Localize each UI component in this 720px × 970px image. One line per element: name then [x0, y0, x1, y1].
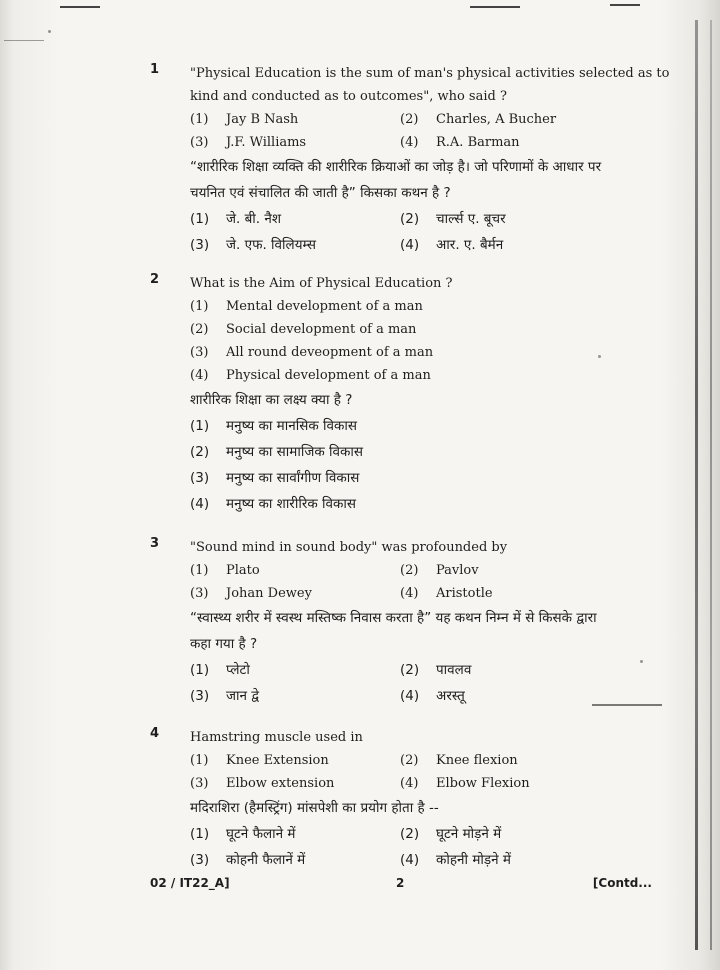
option-text: J.F. Williams [226, 135, 307, 150]
option-text: जे. बी. नैश [226, 211, 282, 227]
question-number: 3 [150, 536, 160, 551]
options-en [190, 749, 660, 795]
option-text: मनुष्य का मानसिक विकास [226, 418, 357, 434]
option-text: Plato [226, 563, 260, 578]
option [400, 772, 660, 795]
option-text: मनुष्य का शारीरिक विकास [226, 496, 356, 512]
option-text: Elbow extension [226, 776, 335, 791]
question-number: 4 [150, 726, 160, 741]
option-number: (3) [190, 776, 209, 791]
question-body [190, 272, 660, 517]
option-text: Aristotle [436, 586, 493, 601]
question-text-hi: चयनित एवं संचालित की जाती है” किसका कथन है ? [190, 185, 451, 201]
option-text: घूटने मोड़ने में [436, 826, 502, 842]
scan-mark [4, 40, 44, 41]
option-text: Social development of a man [226, 322, 417, 337]
question-number: 2 [150, 272, 160, 287]
option-text: मनुष्य का सार्वांगीण विकास [226, 470, 360, 486]
option [400, 206, 660, 232]
option [400, 131, 660, 154]
scan-mark [60, 6, 100, 8]
option-text: Jay B Nash [226, 112, 299, 127]
scan-mark [610, 4, 640, 6]
page-number: 2 [396, 876, 405, 890]
option-number: (3) [190, 237, 210, 253]
question-text-en: "Physical Education is the sum of man's physical activities selected as to [190, 66, 670, 81]
option-number: (3) [190, 470, 210, 486]
option-number: (1) [190, 662, 210, 678]
option [190, 131, 400, 154]
option [190, 821, 400, 847]
option [190, 413, 660, 439]
option-number: (4) [190, 496, 210, 512]
option [190, 318, 660, 341]
paper-code: 02 / IT22_A] [150, 876, 230, 890]
option-text: Knee Extension [226, 753, 329, 768]
option-number: (4) [400, 135, 419, 150]
option [400, 559, 660, 582]
option-number: (2) [400, 211, 420, 227]
option [400, 683, 660, 709]
option [190, 364, 660, 387]
question-text-hi: शारीरिक शिक्षा का लक्ष्य क्या है ? [190, 392, 353, 408]
option [190, 341, 660, 364]
option-number: (2) [400, 112, 419, 127]
option-number: (2) [190, 322, 209, 337]
option-number: (3) [190, 345, 209, 360]
option-number: (1) [190, 211, 210, 227]
option-text: R.A. Barman [436, 135, 520, 150]
option-text: आर. ए. बैर्मन [436, 237, 504, 253]
option-text: Johan Dewey [226, 586, 312, 601]
option-number: (4) [400, 852, 420, 868]
option-number: (4) [190, 368, 209, 383]
question-number: 1 [150, 62, 160, 77]
scan-mark [470, 6, 520, 8]
option-number: (1) [190, 826, 210, 842]
option-text: Charles, A Bucher [436, 112, 557, 127]
option [400, 232, 660, 258]
option [190, 232, 400, 258]
option [190, 206, 400, 232]
question-text-en: kind and conducted as to outcomes", who said ? [190, 89, 507, 104]
option-number: (3) [190, 852, 210, 868]
question-text-hi: “शारीरिक शिक्षा व्यक्ति की शारीरिक क्रियाओं का जोड़ है। जो परिणामों के आधार पर [190, 159, 602, 175]
option-text: प्लेटो [226, 662, 250, 678]
continued-label: [Contd... [592, 876, 652, 890]
options-en [190, 295, 660, 387]
question-body [190, 536, 660, 709]
option [190, 582, 400, 605]
option-text: पावलव [436, 662, 472, 678]
option [190, 847, 400, 873]
option-number: (1) [190, 112, 209, 127]
option-number: (1) [190, 299, 209, 314]
scan-dot [48, 30, 51, 33]
option [190, 772, 400, 795]
options-en [190, 108, 660, 154]
option [190, 295, 660, 318]
option-number: (1) [190, 563, 209, 578]
option [190, 683, 400, 709]
question-text-hi: कहा गया है ? [190, 636, 258, 652]
option-number: (1) [190, 418, 210, 434]
option-number: (2) [400, 826, 420, 842]
option [190, 559, 400, 582]
question-body [190, 62, 670, 258]
option-number: (4) [400, 237, 420, 253]
option-number: (3) [190, 586, 209, 601]
question-text-en: What is the Aim of Physical Education ? [190, 276, 453, 291]
page-footer [150, 876, 652, 896]
binding-shadow-outer [710, 20, 712, 950]
option-number: (4) [400, 586, 419, 601]
option [190, 749, 400, 772]
options-hi [190, 206, 660, 258]
option-text: Mental development of a man [226, 299, 423, 314]
options-hi [190, 657, 660, 709]
option [190, 439, 660, 465]
option-number: (2) [190, 444, 210, 460]
options-en [190, 559, 660, 605]
option-number: (1) [190, 753, 209, 768]
options-hi [190, 413, 660, 517]
option-text: Physical development of a man [226, 368, 431, 383]
option-number: (2) [400, 563, 419, 578]
option-text: Pavlov [436, 563, 479, 578]
option-text: Knee flexion [436, 753, 518, 768]
option-number: (4) [400, 776, 419, 791]
option-text: घूटने फैलाने में [226, 826, 296, 842]
option [400, 108, 660, 131]
option [400, 582, 660, 605]
question-text-en: "Sound mind in sound body" was profounded by [190, 540, 508, 555]
question-text-en: Hamstring muscle used in [190, 730, 363, 745]
option [400, 657, 660, 683]
option-number: (2) [400, 753, 419, 768]
option-number: (3) [190, 135, 209, 150]
question-text-hi: मदिराशिरा (हैमस्ट्रिंग) मांसपेशी का प्रयोग होता है -- [190, 800, 439, 816]
option [190, 491, 660, 517]
option [190, 657, 400, 683]
option-number: (4) [400, 688, 420, 704]
question-text-hi: “स्वास्थ्य शरीर में स्वस्थ मस्तिष्क निवास करता है” यह कथन निम्न में से किसके द्वारा [190, 610, 597, 626]
option-text: कोहनी मोड़ने में [436, 852, 511, 868]
option-number: (2) [400, 662, 420, 678]
option [190, 108, 400, 131]
option [190, 465, 660, 491]
option [400, 749, 660, 772]
options-hi [190, 821, 660, 873]
option-text: अरस्तू [436, 688, 465, 704]
option-text: मनुष्य का सामाजिक विकास [226, 444, 363, 460]
option-text: जान द्वे [226, 688, 260, 704]
option [400, 821, 660, 847]
binding-shadow [695, 20, 698, 950]
option-text: All round deveopment of a man [226, 345, 434, 360]
option-text: Elbow Flexion [436, 776, 530, 791]
option-number: (3) [190, 688, 210, 704]
option [400, 847, 660, 873]
option-text: कोहनी फैलानें में [226, 852, 306, 868]
question-body [190, 726, 660, 873]
option-text: जे. एफ. विलियम्स [226, 237, 317, 253]
option-text: चार्ल्स ए. बूचर [436, 211, 506, 227]
